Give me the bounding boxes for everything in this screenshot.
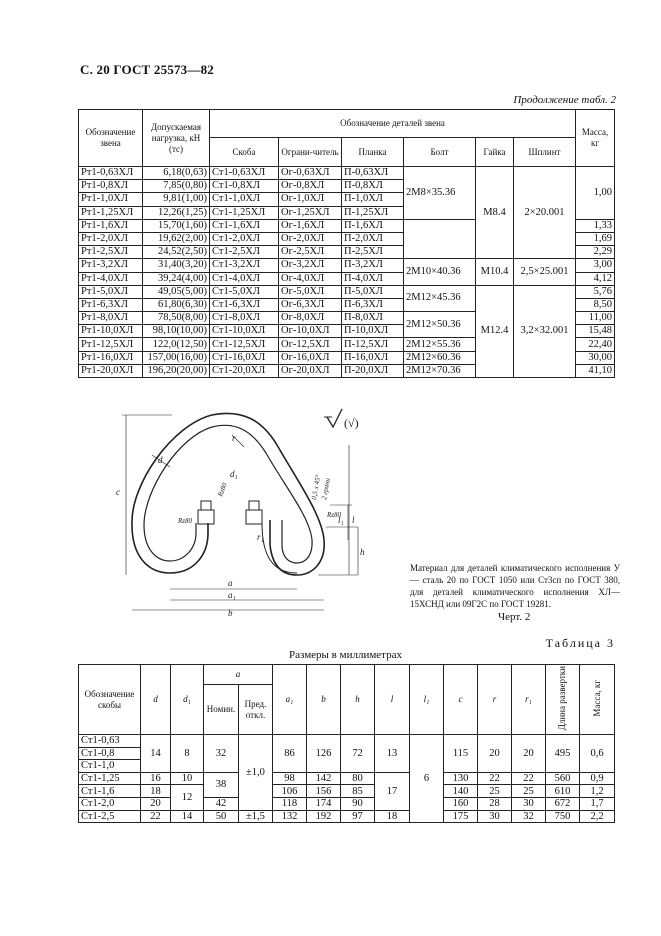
cell-skoba: Ст1-2,5ХЛ — [210, 246, 279, 259]
cell-load: 6,18(0,63) — [143, 167, 210, 180]
dimension-lines — [122, 415, 358, 610]
cell-planka: П-2,5ХЛ — [342, 246, 404, 259]
cell-length: 672 — [546, 797, 580, 810]
cell-load: 15,70(1,60) — [143, 219, 210, 232]
th-nom: Номин. — [204, 685, 239, 735]
cell-mass: 5,76 — [576, 285, 615, 298]
th-r — [478, 665, 512, 735]
cell-bolt: 2М10×40.36 — [404, 259, 476, 285]
cell-nut: М12.4 — [476, 285, 514, 377]
dim-c: c — [116, 487, 120, 497]
cell-skoba: Ст1-3,2ХЛ — [210, 259, 279, 272]
cell-planka: П-20,0ХЛ — [342, 364, 404, 377]
cell-r1: 30 — [512, 797, 546, 810]
cell-mass: 2,2 — [580, 810, 615, 823]
cell-r1: 25 — [512, 785, 546, 798]
shackle-outline — [132, 413, 324, 575]
cell-skoba: Ст1-6,3ХЛ — [210, 298, 279, 311]
dim-b: b — [228, 608, 233, 618]
th-b — [307, 665, 341, 735]
cell-mass: 1,2 — [580, 785, 615, 798]
th-length-text: Длина развертки — [557, 665, 567, 731]
cell-load: 196,20(20,00) — [143, 364, 210, 377]
cell-planka: П-5,0ХЛ — [342, 285, 404, 298]
cell-name: Ст1-1,6 — [79, 785, 141, 798]
table-row — [79, 772, 615, 785]
cell-load: 78,50(8,00) — [143, 312, 210, 325]
th-r-text: r — [492, 694, 497, 704]
cell-nut: М8.4 — [476, 167, 514, 259]
cell-skoba: Ст1-8,0ХЛ — [210, 312, 279, 325]
cell-a: 50 — [204, 810, 239, 823]
cell-load: 157,00(16,00) — [143, 351, 210, 364]
cell-r1: 32 — [512, 810, 546, 823]
cell-h: 80 — [341, 772, 375, 785]
dim-l: l — [352, 515, 355, 525]
cell-b: 126 — [307, 735, 341, 773]
table-2 — [78, 109, 615, 378]
cell-skoba: Ст1-12,5ХЛ — [210, 338, 279, 351]
cell-h: 72 — [341, 735, 375, 773]
cell-mass: 4,12 — [576, 272, 615, 285]
cell-c: 140 — [444, 785, 478, 798]
cell-mass: 2,29 — [576, 246, 615, 259]
cell-d1: 8 — [171, 735, 204, 773]
cell-a1: 86 — [273, 735, 307, 773]
cell-mass: 1,7 — [580, 797, 615, 810]
cell-limiter: Ог-8,0ХЛ — [279, 312, 342, 325]
th-link: Обозначение звена — [79, 110, 143, 167]
cell-skoba: Ст1-0,63ХЛ — [210, 167, 279, 180]
cell-length: 495 — [546, 735, 580, 773]
cell-limiter: Ог-1,6ХЛ — [279, 219, 342, 232]
th-l-text: l — [390, 694, 394, 704]
th-d — [141, 665, 171, 735]
cell-bolt: 2М12×60.36 — [404, 351, 476, 364]
cell-nut: М10.4 — [476, 259, 514, 285]
cell-limiter: Ог-5,0ХЛ — [279, 285, 342, 298]
cell-h: 97 — [341, 810, 375, 823]
cell-load: 49,05(5,00) — [143, 285, 210, 298]
cell-tol: ±1,0 — [239, 735, 273, 811]
cell-d: 18 — [141, 785, 171, 798]
cell-skoba: Ст1-1,6ХЛ — [210, 219, 279, 232]
cell-a1: 118 — [273, 797, 307, 810]
cell-r1: 20 — [512, 735, 546, 773]
th-h — [341, 665, 375, 735]
cell-mass: 1,33 — [576, 219, 615, 232]
cell-mass: 1,00 — [576, 167, 615, 220]
table3-title: Таблица 3 — [545, 636, 615, 650]
faces-label: 2 грани — [320, 477, 332, 501]
cell-limiter: Ог-10,0ХЛ — [279, 325, 342, 338]
cell-load: 39,24(4,00) — [143, 272, 210, 285]
cell-limiter: Ог-6,3ХЛ — [279, 298, 342, 311]
th-pin: Шплинт — [514, 138, 576, 167]
th-mass-text: Масса, кг — [591, 679, 602, 717]
cell-planka: П-3,2ХЛ — [342, 259, 404, 272]
cell-r: 28 — [478, 797, 512, 810]
table-row — [79, 785, 615, 798]
cell-bolt: 2М12×50.36 — [404, 312, 476, 338]
cell-limiter: Ог-2,0ХЛ — [279, 232, 342, 245]
th-skoba: Скоба — [210, 138, 279, 167]
cell-name: Ст1-1,25 — [79, 772, 141, 785]
chamfer-label: 0,5 x 45° — [310, 474, 323, 501]
cell-d: 16 — [141, 772, 171, 785]
page-header: С. 20 ГОСТ 25573—82 — [80, 62, 214, 77]
cell-r: 20 — [478, 735, 512, 773]
dim-d1: d₁ — [230, 469, 238, 479]
cell-link: Рт1-12,5ХЛ — [79, 338, 143, 351]
cell-load: 98,10(10,00) — [143, 325, 210, 338]
cell-load: 7,85(0,80) — [143, 180, 210, 193]
cell-mass: 3,00 — [576, 259, 615, 272]
cell-b: 156 — [307, 785, 341, 798]
cell-r: 25 — [478, 785, 512, 798]
cell-link: Рт1-0,63ХЛ — [79, 167, 143, 180]
cell-a1: 98 — [273, 772, 307, 785]
cell-limiter: Ог-1,25ХЛ — [279, 206, 342, 219]
cell-length: 560 — [546, 772, 580, 785]
th-r1 — [512, 665, 546, 735]
dim-d: d — [158, 455, 163, 465]
cell-pin: 3,2×32.001 — [514, 285, 576, 377]
cell-bolt-empty — [404, 219, 476, 259]
cell-l: 18 — [375, 810, 410, 823]
cell-d: 22 — [141, 810, 171, 823]
cell-l: 13 — [375, 735, 410, 773]
cell-load: 9,81(1,00) — [143, 193, 210, 206]
th-bolt: Болт — [404, 138, 476, 167]
cell-limiter: Ог-2,5ХЛ — [279, 246, 342, 259]
cell-a1: 132 — [273, 810, 307, 823]
th-mass — [580, 665, 615, 735]
cell-c: 175 — [444, 810, 478, 823]
cell-name: Ст1-1,0 — [79, 760, 141, 773]
cell-planka: П-8,0ХЛ — [342, 312, 404, 325]
cell-b: 142 — [307, 772, 341, 785]
roughness-label: (√) — [344, 416, 359, 430]
cell-mass: 8,50 — [576, 298, 615, 311]
cell-planka: П-4,0ХЛ — [342, 272, 404, 285]
th-c — [444, 665, 478, 735]
table3-units: Размеры в миллиметрах — [289, 649, 402, 661]
cell-limiter: Ог-16,0ХЛ — [279, 351, 342, 364]
cell-skoba: Ст1-20,0ХЛ — [210, 364, 279, 377]
table-row — [79, 259, 615, 272]
cell-name: Ст1-0,63 — [79, 735, 141, 748]
dim-r: r — [232, 433, 236, 443]
dim-a: a — [228, 578, 233, 588]
th-a1-text: a₁ — [285, 694, 294, 704]
dim-a1: a₁ — [228, 590, 236, 600]
shackle-drawing — [112, 405, 402, 620]
cell-a: 42 — [204, 797, 239, 810]
th-r1-text: r₁ — [525, 694, 532, 704]
cell-link: Рт1-3,2ХЛ — [79, 259, 143, 272]
cell-link: Рт1-10,0ХЛ — [79, 325, 143, 338]
cell-pin: 2×20.001 — [514, 167, 576, 259]
cell-link: Рт1-1,6ХЛ — [79, 219, 143, 232]
cell-b: 174 — [307, 797, 341, 810]
cell-bolt: 2М12×55.36 — [404, 338, 476, 351]
cell-d: 20 — [141, 797, 171, 810]
cell-load: 12,26(1,25) — [143, 206, 210, 219]
cell-link: Рт1-4,0ХЛ — [79, 272, 143, 285]
cell-length: 750 — [546, 810, 580, 823]
table-row — [79, 797, 615, 810]
cell-link: Рт1-5,0ХЛ — [79, 285, 143, 298]
th-d-text: d — [153, 694, 158, 704]
cell-link: Рт1-16,0ХЛ — [79, 351, 143, 364]
cell-a: 38 — [204, 772, 239, 797]
th-planka: Планка — [342, 138, 404, 167]
cell-limiter: Ог-4,0ХЛ — [279, 272, 342, 285]
table-row — [79, 810, 615, 823]
cell-limiter: Ог-12,5ХЛ — [279, 338, 342, 351]
th-l1-text: l₁ — [423, 694, 430, 704]
th-h-text: h — [355, 694, 360, 704]
cell-mass: 0,6 — [580, 735, 615, 773]
cell-a: 32 — [204, 735, 239, 773]
cell-mass: 15,48 — [576, 325, 615, 338]
th-c-text: c — [458, 694, 463, 704]
cell-d1: 12 — [171, 785, 204, 810]
cell-mass: 30,00 — [576, 351, 615, 364]
cell-load: 61,80(6,30) — [143, 298, 210, 311]
cell-link: Рт1-0,8ХЛ — [79, 180, 143, 193]
th-length — [546, 665, 580, 735]
th-d1-text: d₁ — [183, 694, 191, 704]
cell-load: 19,62(2,00) — [143, 232, 210, 245]
th-a-text: a — [235, 669, 241, 679]
cell-d1: 10 — [171, 772, 204, 785]
cell-planka: П-1,6ХЛ — [342, 219, 404, 232]
th-l — [375, 665, 410, 735]
cell-name: Ст1-0,8 — [79, 747, 141, 760]
th-a — [204, 665, 273, 685]
cell-c: 115 — [444, 735, 478, 773]
table-row — [79, 285, 615, 298]
cell-mass: 41,10 — [576, 364, 615, 377]
cell-l: 17 — [375, 772, 410, 810]
cell-d1: 14 — [171, 810, 204, 823]
table-3 — [78, 664, 615, 823]
rz80-right: Rz80 — [327, 511, 341, 519]
cell-c: 130 — [444, 772, 478, 785]
th-parts: Обозначение деталей звена — [210, 110, 576, 138]
cell-load: 122,0(12,50) — [143, 338, 210, 351]
cell-mass: 11,00 — [576, 312, 615, 325]
cell-tol: ±1,5 — [239, 810, 273, 823]
dim-r1: r₁ — [257, 532, 264, 542]
cell-r1: 22 — [512, 772, 546, 785]
cell-mass: 1,69 — [576, 232, 615, 245]
cell-limiter: Ог-0,8ХЛ — [279, 180, 342, 193]
material-note: Материал для деталей климатического исполнения У — сталь 20 по ГОСТ 1050 или Ст3сп по ГОСТ 380, для деталей климатического исполнения ХЛ—15ХСНД или 09Г2С по ГОСТ 19281. — [410, 563, 620, 609]
cell-load: 24,52(2,50) — [143, 246, 210, 259]
th-tol: Пред. откл. — [239, 685, 273, 735]
cell-bolt: 2М12×45.36 — [404, 285, 476, 311]
cell-c: 160 — [444, 797, 478, 810]
cell-load: 31,40(3,20) — [143, 259, 210, 272]
th-nut: Гайка — [476, 138, 514, 167]
th-d1 — [171, 665, 204, 735]
table-row — [79, 735, 615, 748]
cell-link: Рт1-2,0ХЛ — [79, 232, 143, 245]
cell-mass: 0,9 — [580, 772, 615, 785]
th-limiter: Ограни-читель — [279, 138, 342, 167]
table-continuation-label: Продолжение табл. 2 — [513, 94, 616, 106]
cell-planka: П-2,0ХЛ — [342, 232, 404, 245]
th-l1 — [410, 665, 444, 735]
cell-limiter: Ог-20,0ХЛ — [279, 364, 342, 377]
cell-h: 85 — [341, 785, 375, 798]
cell-length: 610 — [546, 785, 580, 798]
cell-skoba: Ст1-10,0ХЛ — [210, 325, 279, 338]
cell-limiter: Ог-0,63ХЛ — [279, 167, 342, 180]
cell-name: Ст1-2,0 — [79, 797, 141, 810]
cell-link: Рт1-8,0ХЛ — [79, 312, 143, 325]
th-name: Обозначение скобы — [79, 665, 141, 735]
cell-link: Рт1-20,0ХЛ — [79, 364, 143, 377]
th-load: Допускаемая нагрузка, кН (тс) — [143, 110, 210, 167]
cell-name: Ст1-2,5 — [79, 810, 141, 823]
cell-r: 22 — [478, 772, 512, 785]
cell-r: 30 — [478, 810, 512, 823]
cell-planka: П-1,25ХЛ — [342, 206, 404, 219]
cell-planka: П-12,5ХЛ — [342, 338, 404, 351]
figure-caption: Черт. 2 — [498, 611, 531, 623]
cell-link: Рт1-1,0ХЛ — [79, 193, 143, 206]
cell-planka: П-1,0ХЛ — [342, 193, 404, 206]
cell-planka: П-6,3ХЛ — [342, 298, 404, 311]
rz80-center: Rz80 — [216, 481, 229, 498]
cell-b: 192 — [307, 810, 341, 823]
cell-bolt: 2М12×70.36 — [404, 364, 476, 377]
cell-skoba: Ст1-0,8ХЛ — [210, 180, 279, 193]
cell-planka: П-16,0ХЛ — [342, 351, 404, 364]
roughness-symbol — [324, 409, 359, 430]
dim-h: h — [360, 547, 365, 557]
cell-skoba: Ст1-2,0ХЛ — [210, 232, 279, 245]
cell-planka: П-0,8ХЛ — [342, 180, 404, 193]
cell-skoba: Ст1-4,0ХЛ — [210, 272, 279, 285]
cell-d: 14 — [141, 735, 171, 773]
rz80-left: Rz80 — [178, 517, 192, 525]
cell-link: Рт1-2,5ХЛ — [79, 246, 143, 259]
cell-link: Рт1-6,3ХЛ — [79, 298, 143, 311]
cell-pin: 2,5×25.001 — [514, 259, 576, 285]
cell-l1: 6 — [410, 735, 444, 823]
cell-link: Рт1-1,25ХЛ — [79, 206, 143, 219]
cell-bolt: 2М8×35.36 — [404, 167, 476, 220]
cell-h: 90 — [341, 797, 375, 810]
dim-l1: l₁ — [338, 515, 344, 525]
cell-planka: П-10,0ХЛ — [342, 325, 404, 338]
cell-mass: 22,40 — [576, 338, 615, 351]
cell-limiter: Ог-3,2ХЛ — [279, 259, 342, 272]
cell-skoba: Ст1-16,0ХЛ — [210, 351, 279, 364]
cell-skoba: Ст1-1,25ХЛ — [210, 206, 279, 219]
cell-limiter: Ог-1,0ХЛ — [279, 193, 342, 206]
table-row — [79, 167, 615, 180]
cell-a1: 106 — [273, 785, 307, 798]
cell-skoba: Ст1-1,0ХЛ — [210, 193, 279, 206]
th-mass: Масса, кг — [576, 110, 615, 167]
th-b-text: b — [321, 694, 326, 704]
cell-planka: П-0,63ХЛ — [342, 167, 404, 180]
th-a1 — [273, 665, 307, 735]
cell-skoba: Ст1-5,0ХЛ — [210, 285, 279, 298]
